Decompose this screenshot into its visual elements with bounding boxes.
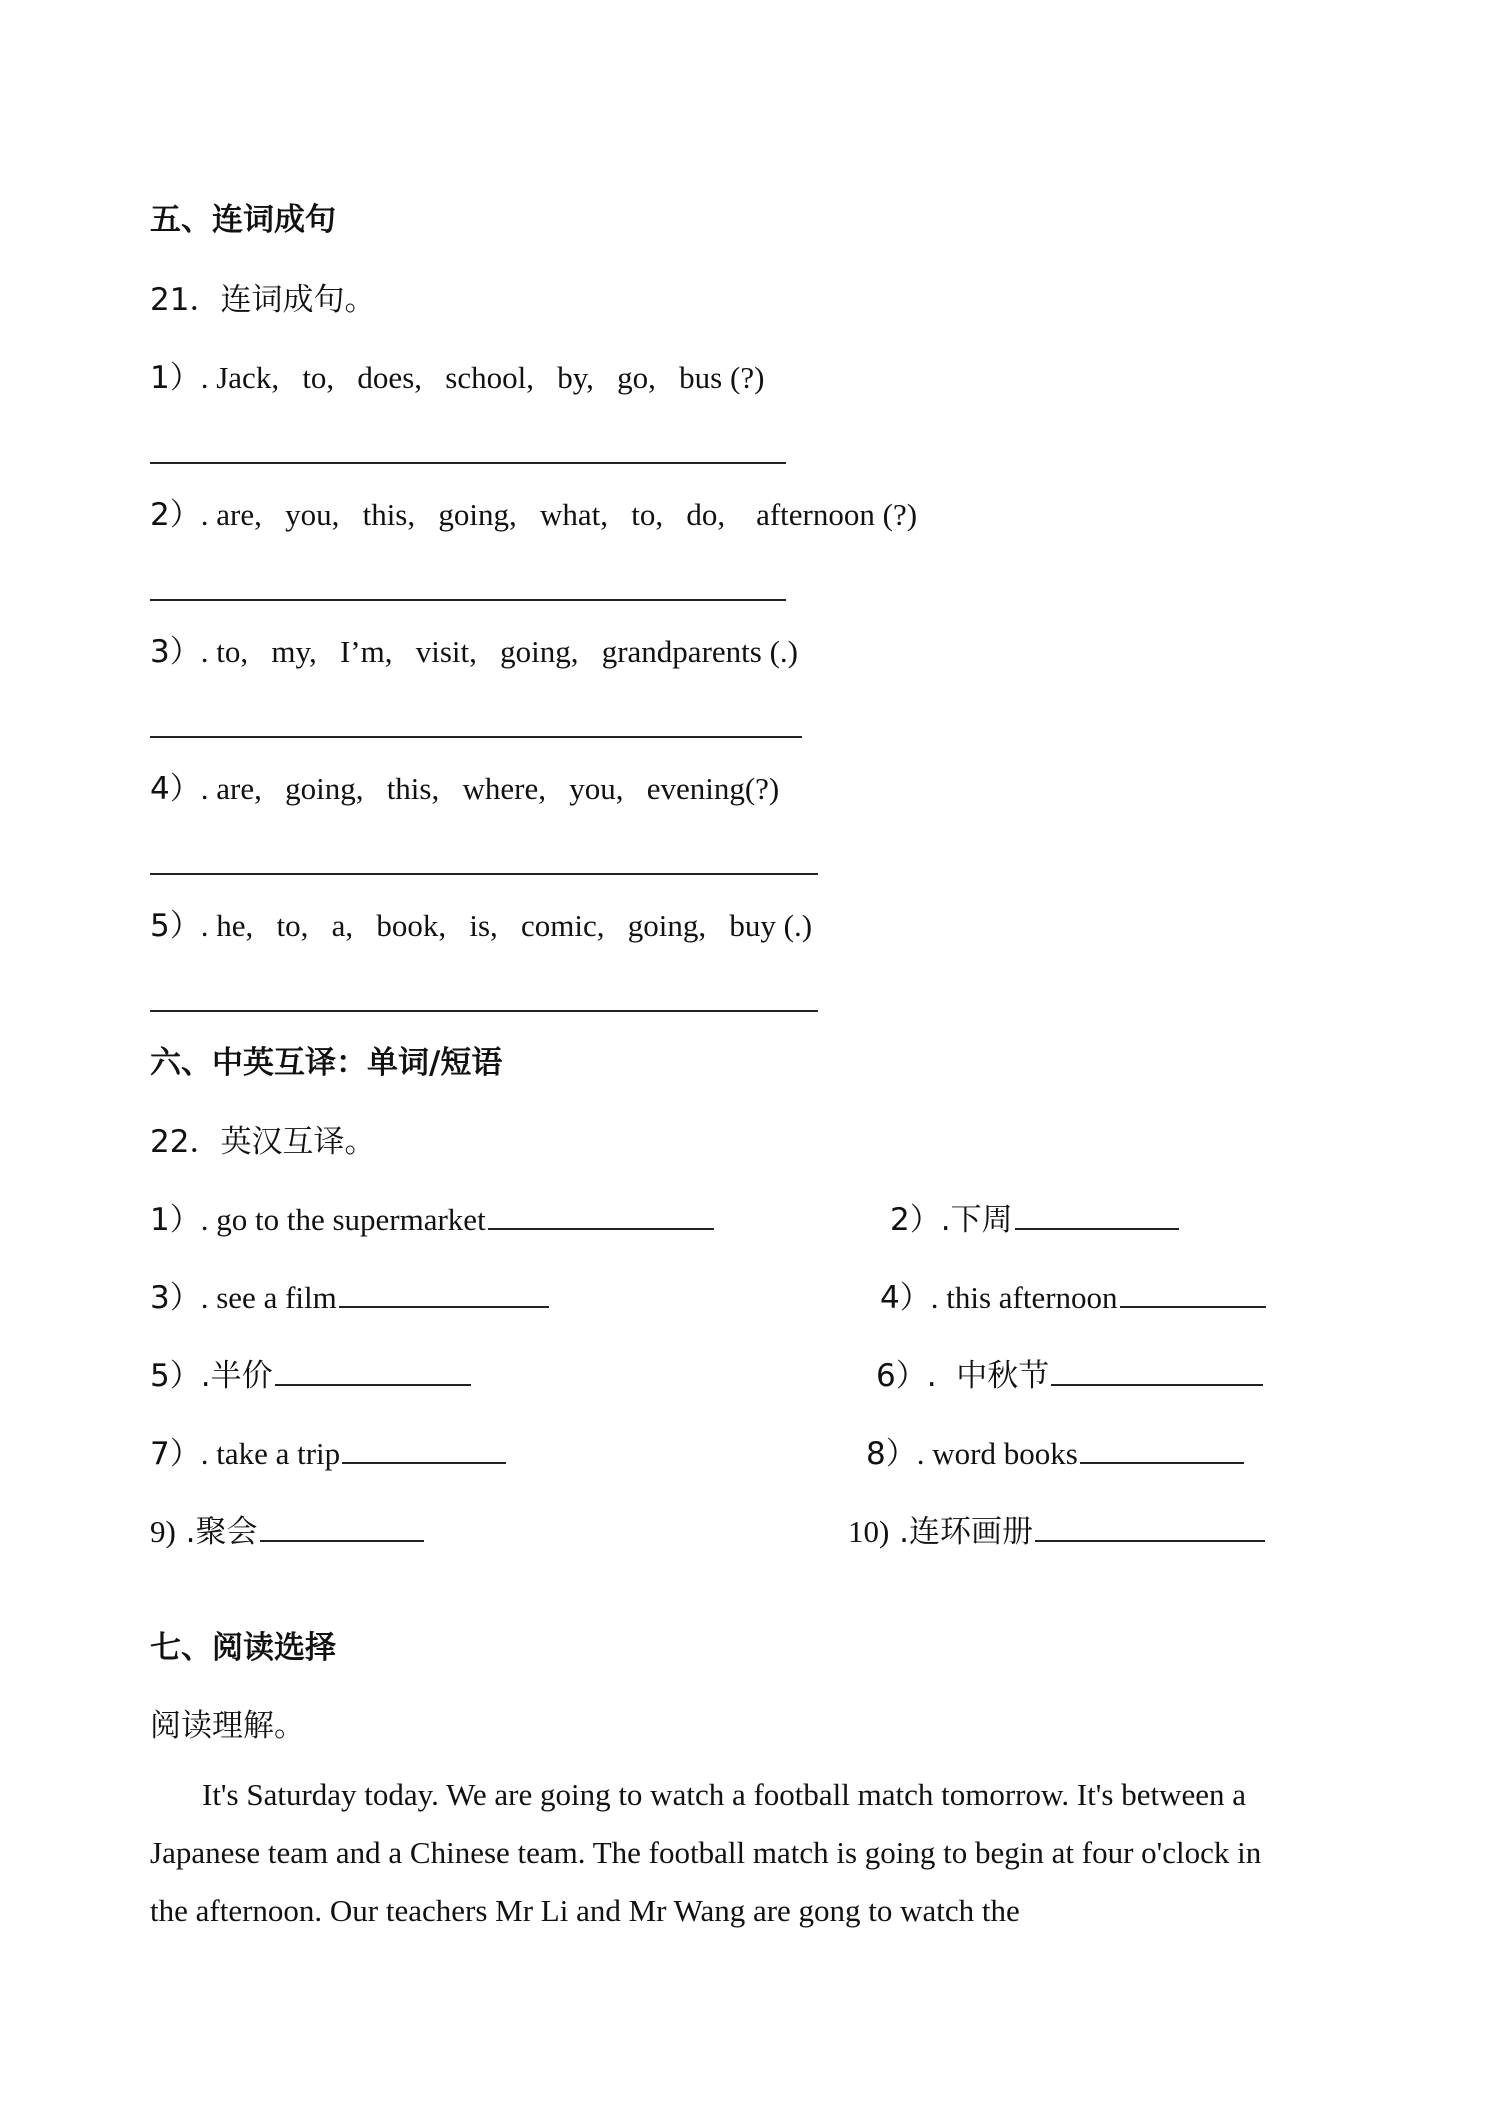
reorder-item-2: 2）. are, you, this, going, what, to, do, afternoon (?) — [150, 497, 918, 533]
translate-item-1: 1） . go to the supermarket — [150, 1200, 714, 1240]
reorder-item-3: 3）. to, my, I’m, visit, going, grandparents (.) — [150, 634, 798, 670]
translate-blank-4[interactable] — [1120, 1280, 1266, 1308]
translate-item-9: 9) .聚会 — [150, 1512, 424, 1552]
question-22-title: 22．英汉互译。 — [150, 1124, 376, 1160]
translate-blank-9[interactable] — [260, 1514, 424, 1542]
section-7-heading: 七、阅读选择 — [150, 1630, 336, 1666]
translate-item-5: 5） .半价 — [150, 1356, 471, 1396]
translate-item-3: 3） . see a film — [150, 1278, 549, 1318]
translate-item-8: 8） . word books — [866, 1434, 1244, 1474]
translate-blank-1[interactable] — [488, 1202, 714, 1230]
reading-instruction: 阅读理解。 — [150, 1708, 305, 1744]
question-21-title: 21．连词成句。 — [150, 282, 376, 318]
translate-blank-8[interactable] — [1080, 1436, 1244, 1464]
answer-line-2[interactable] — [150, 599, 786, 601]
translate-blank-7[interactable] — [342, 1436, 506, 1464]
answer-line-4[interactable] — [150, 873, 818, 875]
answer-line-3[interactable] — [150, 736, 802, 738]
translate-blank-5[interactable] — [275, 1358, 471, 1386]
translate-item-4: 4） . this afternoon — [880, 1278, 1266, 1318]
translate-item-7: 7） . take a trip — [150, 1434, 506, 1474]
translate-item-6: 6） . 中秋节 — [876, 1356, 1263, 1396]
reading-passage: It's Saturday today. We are going to watch a football match tomorrow. It's between a Japanese team and a Chinese team. The football match is going to begin at four o'clock in the afternoon. Our teachers Mr Li and Mr Wang are gong to watch the — [150, 1777, 1262, 1928]
translate-blank-10[interactable] — [1035, 1514, 1265, 1542]
reorder-item-5: 5）. he, to, a, book, is, comic, going, buy (.) — [150, 908, 813, 944]
translate-blank-3[interactable] — [339, 1280, 549, 1308]
reorder-item-1: 1）. Jack, to, does, school, by, go, bus (?) — [150, 360, 765, 396]
translate-item-2: 2） .下周 — [890, 1200, 1179, 1240]
section-5-heading: 五、连词成句 — [150, 202, 336, 238]
translate-blank-2[interactable] — [1015, 1202, 1179, 1230]
answer-line-1[interactable] — [150, 462, 786, 464]
section-6-heading: 六、中英互译：单词/短语 — [150, 1045, 503, 1081]
translate-blank-6[interactable] — [1051, 1358, 1263, 1386]
reorder-item-4: 4）. are, going, this, where, you, evening(?) — [150, 771, 780, 807]
translate-item-10: 10) .连环画册 — [848, 1512, 1265, 1552]
answer-line-5[interactable] — [150, 1010, 818, 1012]
